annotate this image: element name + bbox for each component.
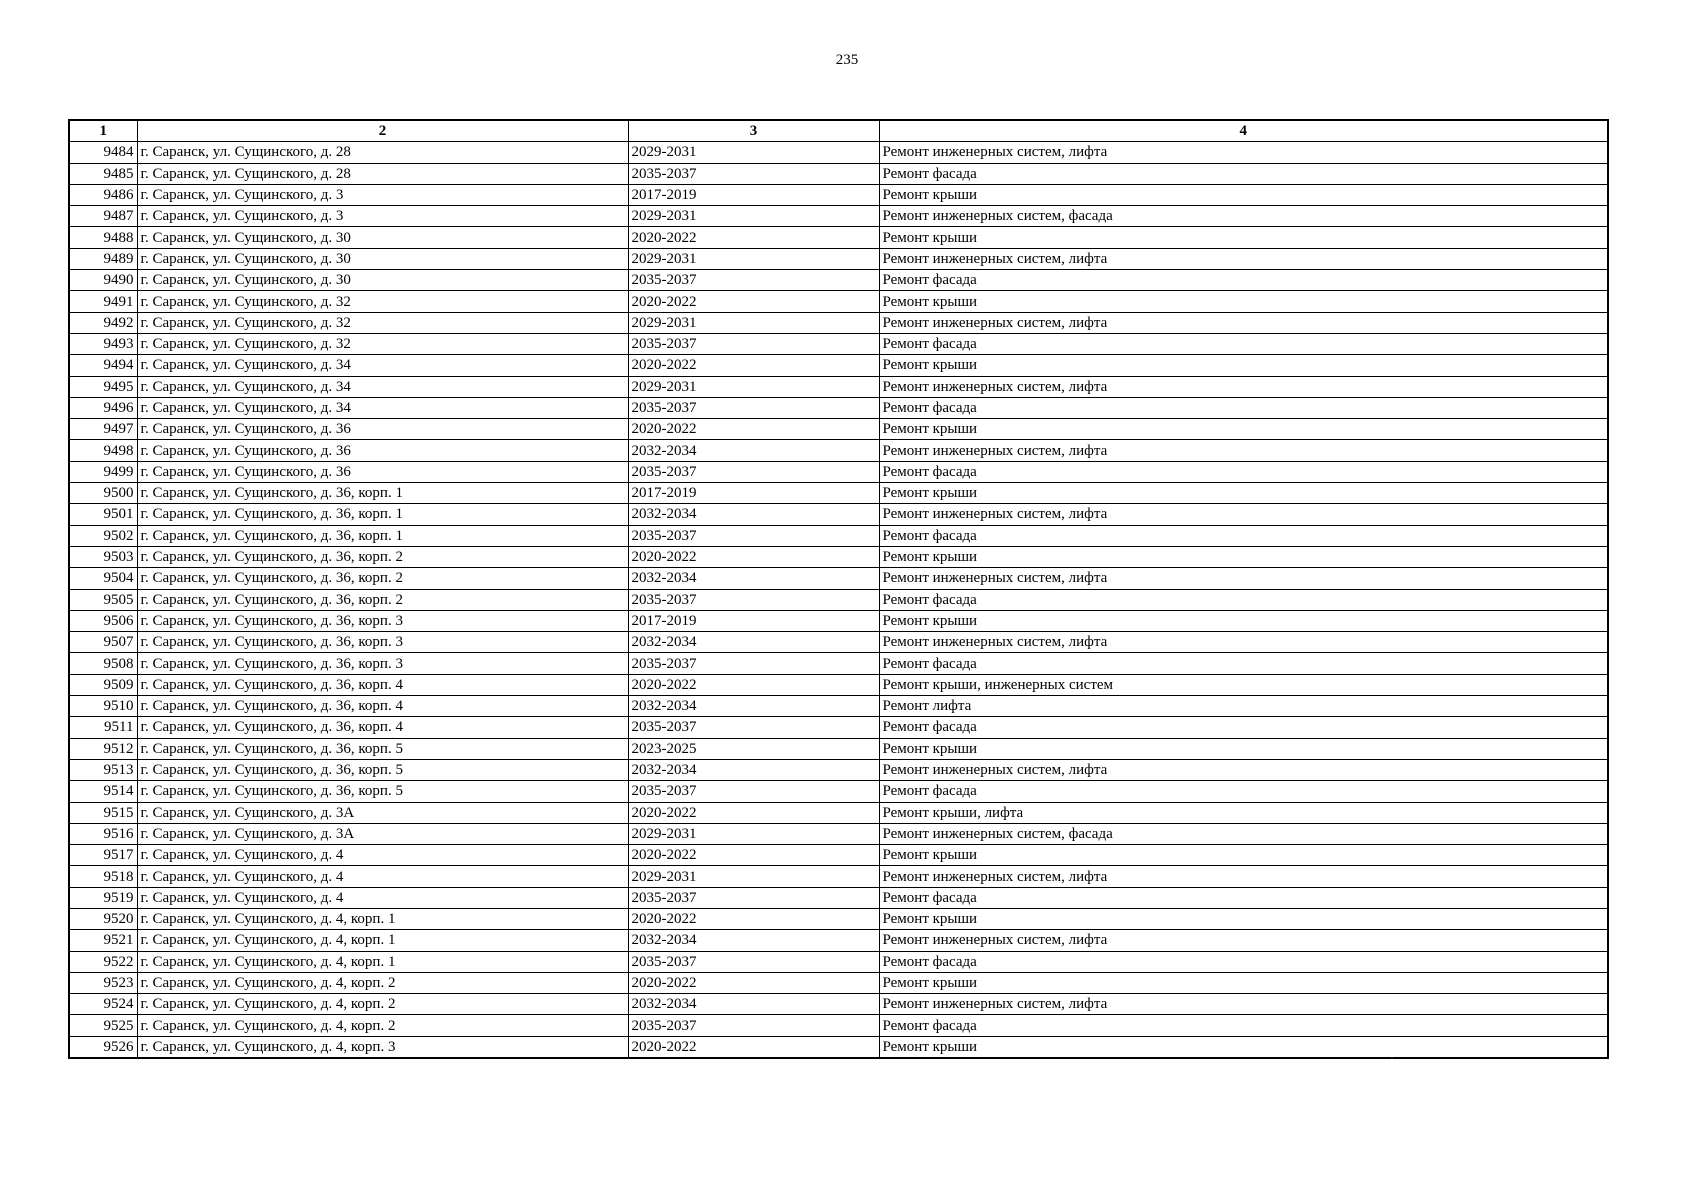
- table-row: [69, 908, 1608, 929]
- work-type-cell: Ремонт инженерных систем, фасада: [879, 206, 1608, 227]
- row-number-cell: 9523: [69, 972, 137, 993]
- work-type-cell: Ремонт крыши: [879, 738, 1608, 759]
- table-row: [69, 270, 1608, 291]
- period-cell: 2032-2034: [628, 994, 879, 1015]
- column-header-2: 2: [137, 120, 628, 142]
- row-number-cell: 9520: [69, 908, 137, 929]
- period-cell: 2023-2025: [628, 738, 879, 759]
- row-number-cell: 9487: [69, 206, 137, 227]
- period-cell: 2029-2031: [628, 823, 879, 844]
- table-row: [69, 333, 1608, 354]
- column-header-4: 4: [879, 120, 1608, 142]
- period-cell: 2020-2022: [628, 674, 879, 695]
- table-row: [69, 312, 1608, 333]
- row-number-cell: 9496: [69, 397, 137, 418]
- address-cell: г. Саранск, ул. Сущинского, д. 28: [137, 142, 628, 163]
- table-row: [69, 610, 1608, 631]
- work-type-cell: Ремонт фасада: [879, 589, 1608, 610]
- work-type-cell: Ремонт фасада: [879, 270, 1608, 291]
- work-type-cell: Ремонт инженерных систем, лифта: [879, 632, 1608, 653]
- row-number-cell: 9518: [69, 866, 137, 887]
- work-type-cell: Ремонт фасада: [879, 461, 1608, 482]
- row-number-cell: 9511: [69, 717, 137, 738]
- row-number-cell: 9486: [69, 184, 137, 205]
- work-type-cell: Ремонт крыши: [879, 419, 1608, 440]
- table-row: [69, 291, 1608, 312]
- period-cell: 2035-2037: [628, 163, 879, 184]
- work-type-cell: Ремонт фасада: [879, 887, 1608, 908]
- table-row: [69, 1015, 1608, 1036]
- row-number-cell: 9509: [69, 674, 137, 695]
- period-cell: 2032-2034: [628, 568, 879, 589]
- column-header-3: 3: [628, 120, 879, 142]
- period-cell: 2035-2037: [628, 951, 879, 972]
- work-type-cell: Ремонт инженерных систем, фасада: [879, 823, 1608, 844]
- address-cell: г. Саранск, ул. Сущинского, д. 4: [137, 845, 628, 866]
- table-row: [69, 930, 1608, 951]
- row-number-cell: 9485: [69, 163, 137, 184]
- table-body: [69, 142, 1608, 1058]
- row-number-cell: 9526: [69, 1036, 137, 1058]
- work-type-cell: Ремонт инженерных систем, лифта: [879, 994, 1608, 1015]
- address-cell: г. Саранск, ул. Сущинского, д. 36, корп. 3: [137, 610, 628, 631]
- table-row: [69, 525, 1608, 546]
- period-cell: 2035-2037: [628, 461, 879, 482]
- table-row: [69, 994, 1608, 1015]
- period-cell: 2035-2037: [628, 653, 879, 674]
- row-number-cell: 9498: [69, 440, 137, 461]
- row-number-cell: 9510: [69, 696, 137, 717]
- row-number-cell: 9504: [69, 568, 137, 589]
- address-cell: г. Саранск, ул. Сущинского, д. 30: [137, 248, 628, 269]
- row-number-cell: 9490: [69, 270, 137, 291]
- period-cell: 2020-2022: [628, 1036, 879, 1058]
- table-row: [69, 632, 1608, 653]
- row-number-cell: 9500: [69, 483, 137, 504]
- period-cell: 2032-2034: [628, 504, 879, 525]
- period-cell: 2029-2031: [628, 376, 879, 397]
- table-row: [69, 461, 1608, 482]
- table-row: [69, 696, 1608, 717]
- table-row: [69, 887, 1608, 908]
- row-number-cell: 9521: [69, 930, 137, 951]
- address-cell: г. Саранск, ул. Сущинского, д. 36, корп. 2: [137, 568, 628, 589]
- work-type-cell: Ремонт фасада: [879, 163, 1608, 184]
- row-number-cell: 9503: [69, 546, 137, 567]
- table-row: [69, 802, 1608, 823]
- address-cell: г. Саранск, ул. Сущинского, д. 32: [137, 291, 628, 312]
- address-cell: г. Саранск, ул. Сущинского, д. 36, корп. 5: [137, 738, 628, 759]
- table-row: [69, 717, 1608, 738]
- table-row: [69, 504, 1608, 525]
- work-type-cell: Ремонт инженерных систем, лифта: [879, 248, 1608, 269]
- period-cell: 2035-2037: [628, 887, 879, 908]
- period-cell: 2035-2037: [628, 333, 879, 354]
- address-cell: г. Саранск, ул. Сущинского, д. 30: [137, 227, 628, 248]
- address-cell: г. Саранск, ул. Сущинского, д. 4, корп. 3: [137, 1036, 628, 1058]
- work-type-cell: Ремонт крыши: [879, 845, 1608, 866]
- page-number: 235: [835, 52, 859, 68]
- row-number-cell: 9507: [69, 632, 137, 653]
- address-cell: г. Саранск, ул. Сущинского, д. 32: [137, 333, 628, 354]
- scan-speck: [1391, 1057, 1393, 1059]
- address-cell: г. Саранск, ул. Сущинского, д. 3А: [137, 823, 628, 844]
- row-number-cell: 9492: [69, 312, 137, 333]
- period-cell: 2032-2034: [628, 930, 879, 951]
- address-cell: г. Саранск, ул. Сущинского, д. 4: [137, 887, 628, 908]
- work-type-cell: Ремонт фасада: [879, 1015, 1608, 1036]
- table-row: [69, 483, 1608, 504]
- table-row: [69, 972, 1608, 993]
- period-cell: 2017-2019: [628, 184, 879, 205]
- table-row: [69, 142, 1608, 163]
- period-cell: 2035-2037: [628, 717, 879, 738]
- row-number-cell: 9499: [69, 461, 137, 482]
- work-type-cell: Ремонт крыши: [879, 291, 1608, 312]
- work-type-cell: Ремонт фасада: [879, 951, 1608, 972]
- address-cell: г. Саранск, ул. Сущинского, д. 36, корп. 4: [137, 717, 628, 738]
- address-cell: г. Саранск, ул. Сущинского, д. 4, корп. 2: [137, 1015, 628, 1036]
- row-number-cell: 9514: [69, 781, 137, 802]
- address-cell: г. Саранск, ул. Сущинского, д. 36: [137, 419, 628, 440]
- period-cell: 2020-2022: [628, 972, 879, 993]
- period-cell: 2032-2034: [628, 440, 879, 461]
- period-cell: 2035-2037: [628, 270, 879, 291]
- work-type-cell: Ремонт крыши: [879, 972, 1608, 993]
- row-number-cell: 9519: [69, 887, 137, 908]
- address-cell: г. Саранск, ул. Сущинского, д. 30: [137, 270, 628, 291]
- table-row: [69, 206, 1608, 227]
- repair-schedule-table: [68, 119, 1609, 1059]
- work-type-cell: Ремонт фасада: [879, 717, 1608, 738]
- table-row: [69, 376, 1608, 397]
- work-type-cell: Ремонт крыши: [879, 546, 1608, 567]
- address-cell: г. Саранск, ул. Сущинского, д. 36, корп. 5: [137, 759, 628, 780]
- address-cell: г. Саранск, ул. Сущинского, д. 3: [137, 184, 628, 205]
- table-row: [69, 738, 1608, 759]
- period-cell: 2020-2022: [628, 546, 879, 567]
- table-row: [69, 440, 1608, 461]
- address-cell: г. Саранск, ул. Сущинского, д. 32: [137, 312, 628, 333]
- row-number-cell: 9515: [69, 802, 137, 823]
- address-cell: г. Саранск, ул. Сущинского, д. 28: [137, 163, 628, 184]
- work-type-cell: Ремонт фасада: [879, 781, 1608, 802]
- address-cell: г. Саранск, ул. Сущинского, д. 34: [137, 376, 628, 397]
- table-row: [69, 163, 1608, 184]
- period-cell: 2035-2037: [628, 1015, 879, 1036]
- work-type-cell: Ремонт фасада: [879, 397, 1608, 418]
- period-cell: 2020-2022: [628, 291, 879, 312]
- work-type-cell: Ремонт крыши, инженерных систем: [879, 674, 1608, 695]
- period-cell: 2020-2022: [628, 227, 879, 248]
- address-cell: г. Саранск, ул. Сущинского, д. 3А: [137, 802, 628, 823]
- address-cell: г. Саранск, ул. Сущинского, д. 3: [137, 206, 628, 227]
- table-row: [69, 674, 1608, 695]
- row-number-cell: 9502: [69, 525, 137, 546]
- work-type-cell: Ремонт крыши: [879, 1036, 1608, 1058]
- address-cell: г. Саранск, ул. Сущинского, д. 36, корп. 2: [137, 546, 628, 567]
- work-type-cell: Ремонт инженерных систем, лифта: [879, 312, 1608, 333]
- address-cell: г. Саранск, ул. Сущинского, д. 36, корп. 1: [137, 525, 628, 546]
- row-number-cell: 9493: [69, 333, 137, 354]
- period-cell: 2020-2022: [628, 908, 879, 929]
- period-cell: 2029-2031: [628, 312, 879, 333]
- work-type-cell: Ремонт крыши: [879, 355, 1608, 376]
- work-type-cell: Ремонт крыши: [879, 908, 1608, 929]
- table-row: [69, 653, 1608, 674]
- address-cell: г. Саранск, ул. Сущинского, д. 4, корп. 2: [137, 972, 628, 993]
- work-type-cell: Ремонт инженерных систем, лифта: [879, 504, 1608, 525]
- period-cell: 2032-2034: [628, 759, 879, 780]
- row-number-cell: 9524: [69, 994, 137, 1015]
- address-cell: г. Саранск, ул. Сущинского, д. 36, корп. 3: [137, 632, 628, 653]
- period-cell: 2032-2034: [628, 696, 879, 717]
- address-cell: г. Саранск, ул. Сущинского, д. 34: [137, 397, 628, 418]
- period-cell: 2020-2022: [628, 845, 879, 866]
- row-number-cell: 9513: [69, 759, 137, 780]
- work-type-cell: Ремонт крыши: [879, 483, 1608, 504]
- table-row: [69, 823, 1608, 844]
- row-number-cell: 9517: [69, 845, 137, 866]
- table-row: [69, 355, 1608, 376]
- row-number-cell: 9525: [69, 1015, 137, 1036]
- period-cell: 2035-2037: [628, 781, 879, 802]
- period-cell: 2017-2019: [628, 610, 879, 631]
- address-cell: г. Саранск, ул. Сущинского, д. 34: [137, 355, 628, 376]
- period-cell: 2020-2022: [628, 802, 879, 823]
- row-number-cell: 9489: [69, 248, 137, 269]
- table-row: [69, 568, 1608, 589]
- table-row: [69, 589, 1608, 610]
- row-number-cell: 9506: [69, 610, 137, 631]
- table-row: [69, 184, 1608, 205]
- period-cell: 2017-2019: [628, 483, 879, 504]
- address-cell: г. Саранск, ул. Сущинского, д. 36, корп. 1: [137, 504, 628, 525]
- work-type-cell: Ремонт инженерных систем, лифта: [879, 376, 1608, 397]
- period-cell: 2032-2034: [628, 632, 879, 653]
- row-number-cell: 9522: [69, 951, 137, 972]
- work-type-cell: Ремонт инженерных систем, лифта: [879, 930, 1608, 951]
- address-cell: г. Саранск, ул. Сущинского, д. 4, корп. 1: [137, 930, 628, 951]
- table-row: [69, 781, 1608, 802]
- period-cell: 2020-2022: [628, 419, 879, 440]
- work-type-cell: Ремонт крыши: [879, 184, 1608, 205]
- work-type-cell: Ремонт инженерных систем, лифта: [879, 759, 1608, 780]
- period-cell: 2029-2031: [628, 206, 879, 227]
- work-type-cell: Ремонт фасада: [879, 525, 1608, 546]
- address-cell: г. Саранск, ул. Сущинского, д. 36, корп. 2: [137, 589, 628, 610]
- table-row: [69, 845, 1608, 866]
- work-type-cell: Ремонт крыши, лифта: [879, 802, 1608, 823]
- row-number-cell: 9505: [69, 589, 137, 610]
- period-cell: 2035-2037: [628, 589, 879, 610]
- table-row: [69, 227, 1608, 248]
- period-cell: 2035-2037: [628, 525, 879, 546]
- work-type-cell: Ремонт инженерных систем, лифта: [879, 440, 1608, 461]
- address-cell: г. Саранск, ул. Сущинского, д. 36, корп. 3: [137, 653, 628, 674]
- row-number-cell: 9491: [69, 291, 137, 312]
- row-number-cell: 9516: [69, 823, 137, 844]
- work-type-cell: Ремонт фасада: [879, 333, 1608, 354]
- table-row: [69, 1036, 1608, 1058]
- work-type-cell: Ремонт лифта: [879, 696, 1608, 717]
- row-number-cell: 9494: [69, 355, 137, 376]
- table-row: [69, 419, 1608, 440]
- row-number-cell: 9512: [69, 738, 137, 759]
- column-header-1: 1: [69, 120, 137, 142]
- address-cell: г. Саранск, ул. Сущинского, д. 36: [137, 440, 628, 461]
- address-cell: г. Саранск, ул. Сущинского, д. 36, корп. 1: [137, 483, 628, 504]
- address-cell: г. Саранск, ул. Сущинского, д. 36: [137, 461, 628, 482]
- row-number-cell: 9495: [69, 376, 137, 397]
- table-row: [69, 866, 1608, 887]
- address-cell: г. Саранск, ул. Сущинского, д. 4: [137, 866, 628, 887]
- row-number-cell: 9508: [69, 653, 137, 674]
- period-cell: 2029-2031: [628, 142, 879, 163]
- address-cell: г. Саранск, ул. Сущинского, д. 36, корп. 4: [137, 696, 628, 717]
- table-row: [69, 546, 1608, 567]
- table-row: [69, 951, 1608, 972]
- work-type-cell: Ремонт крыши: [879, 227, 1608, 248]
- work-type-cell: Ремонт инженерных систем, лифта: [879, 866, 1608, 887]
- address-cell: г. Саранск, ул. Сущинского, д. 4, корп. 1: [137, 908, 628, 929]
- work-type-cell: Ремонт фасада: [879, 653, 1608, 674]
- address-cell: г. Саранск, ул. Сущинского, д. 4, корп. 2: [137, 994, 628, 1015]
- period-cell: 2035-2037: [628, 397, 879, 418]
- work-type-cell: Ремонт инженерных систем, лифта: [879, 142, 1608, 163]
- row-number-cell: 9501: [69, 504, 137, 525]
- table-row: [69, 397, 1608, 418]
- table-header-row: [69, 120, 1608, 142]
- address-cell: г. Саранск, ул. Сущинского, д. 36, корп. 5: [137, 781, 628, 802]
- row-number-cell: 9484: [69, 142, 137, 163]
- work-type-cell: Ремонт крыши: [879, 610, 1608, 631]
- period-cell: 2029-2031: [628, 866, 879, 887]
- address-cell: г. Саранск, ул. Сущинского, д. 36, корп. 4: [137, 674, 628, 695]
- period-cell: 2029-2031: [628, 248, 879, 269]
- row-number-cell: 9497: [69, 419, 137, 440]
- table-row: [69, 759, 1608, 780]
- address-cell: г. Саранск, ул. Сущинского, д. 4, корп. 1: [137, 951, 628, 972]
- work-type-cell: Ремонт инженерных систем, лифта: [879, 568, 1608, 589]
- row-number-cell: 9488: [69, 227, 137, 248]
- period-cell: 2020-2022: [628, 355, 879, 376]
- table-row: [69, 248, 1608, 269]
